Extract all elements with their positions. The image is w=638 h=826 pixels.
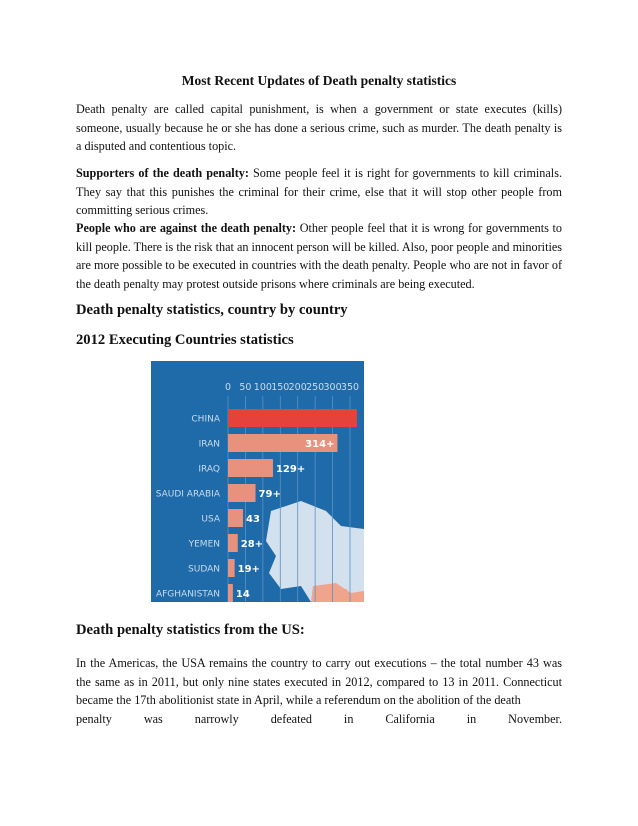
category-label: YEMEN xyxy=(188,539,220,550)
category-label: IRAN xyxy=(198,439,220,450)
bar-value-label: 129+ xyxy=(275,464,306,475)
category-label: CHINA xyxy=(191,414,220,425)
us-paragraph: In the Americas, the USA remains the country to carry out executions – the total number 43 was the same as in 2011, but only nine states executed in 2012, compared to 13 in 2011. Connecticut became the 17th abolitionist state in April, while a referendum on the abolition of the death xyxy=(76,656,562,708)
opponents-label: People who are against the death penalty: xyxy=(76,221,297,235)
executions-bar-chart xyxy=(151,361,364,602)
category-label: IRAQ xyxy=(198,464,220,475)
x-tick-label: 350 xyxy=(340,382,360,393)
x-tick-label: 0 xyxy=(224,382,232,393)
bar-value-label: 79+ xyxy=(258,489,281,500)
bar-saudi-arabia xyxy=(228,484,256,502)
bar-yemen xyxy=(228,534,238,552)
us-paragraph-last-line: penalty was narrowly defeated in California in November. xyxy=(76,712,562,726)
intro-paragraph: Death penalty are called capital punishment, is when a government or state executes (kills) someone, usually because he or she has done a serious crime, such as murder. The death penalty is a disputed and contentious topic. xyxy=(76,102,562,154)
x-tick-label: 100 xyxy=(253,382,272,393)
bar-value-label: 19+ xyxy=(237,564,260,575)
chart-tick-labels xyxy=(225,382,359,393)
x-tick-label: 250 xyxy=(306,382,325,393)
land-shape-accent xyxy=(319,589,347,602)
bar-value-label: 43 xyxy=(245,514,260,525)
opponents-paragraph xyxy=(76,219,562,293)
heading-country-by-country: Death penalty statistics, country by country xyxy=(76,302,348,318)
supporters-paragraph xyxy=(76,164,562,220)
bar-china xyxy=(228,409,357,427)
x-tick-label: 200 xyxy=(288,382,307,393)
opponents-text: Other people feel that it is wrong for governments to kill people. There is the risk that an innocent person will be killed. Also, poor people and minorities are more possible to be executed in countries with the death penalty. People who are not in favor of the death penalty may protest outside prisons where criminals are being executed. xyxy=(76,221,562,291)
heading-us-statistics: Death penalty statistics from the US: xyxy=(76,622,305,638)
supporters-text: Some people feel it is right for governments to kill criminals. They say that this punishes the criminal for their crime, else that it will stop other people from committing serious crimes. xyxy=(76,166,562,218)
bar-value-label: 14 xyxy=(235,589,250,600)
bar-sudan xyxy=(228,559,235,577)
bar-iraq xyxy=(228,459,273,477)
heading-2012-statistics: 2012 Executing Countries statistics xyxy=(76,332,294,348)
bar-afghanistan xyxy=(228,584,233,602)
page-title: Most Recent Updates of Death penalty statistics xyxy=(181,73,457,88)
bar-value-label: 28+ xyxy=(240,539,264,550)
x-tick-label: 300 xyxy=(323,382,342,393)
x-tick-label: 50 xyxy=(239,382,252,393)
category-label: AFGHANISTAN xyxy=(155,589,220,600)
category-label: SUDAN xyxy=(188,564,220,575)
supporters-label: Supporters of the death penalty: xyxy=(76,166,249,180)
category-label: USA xyxy=(201,514,220,525)
bar-usa xyxy=(228,509,243,527)
bar-value-label: 314+ xyxy=(305,439,335,450)
x-tick-label: 150 xyxy=(271,382,290,393)
category-label: SAUDI ARABIA xyxy=(155,489,220,500)
